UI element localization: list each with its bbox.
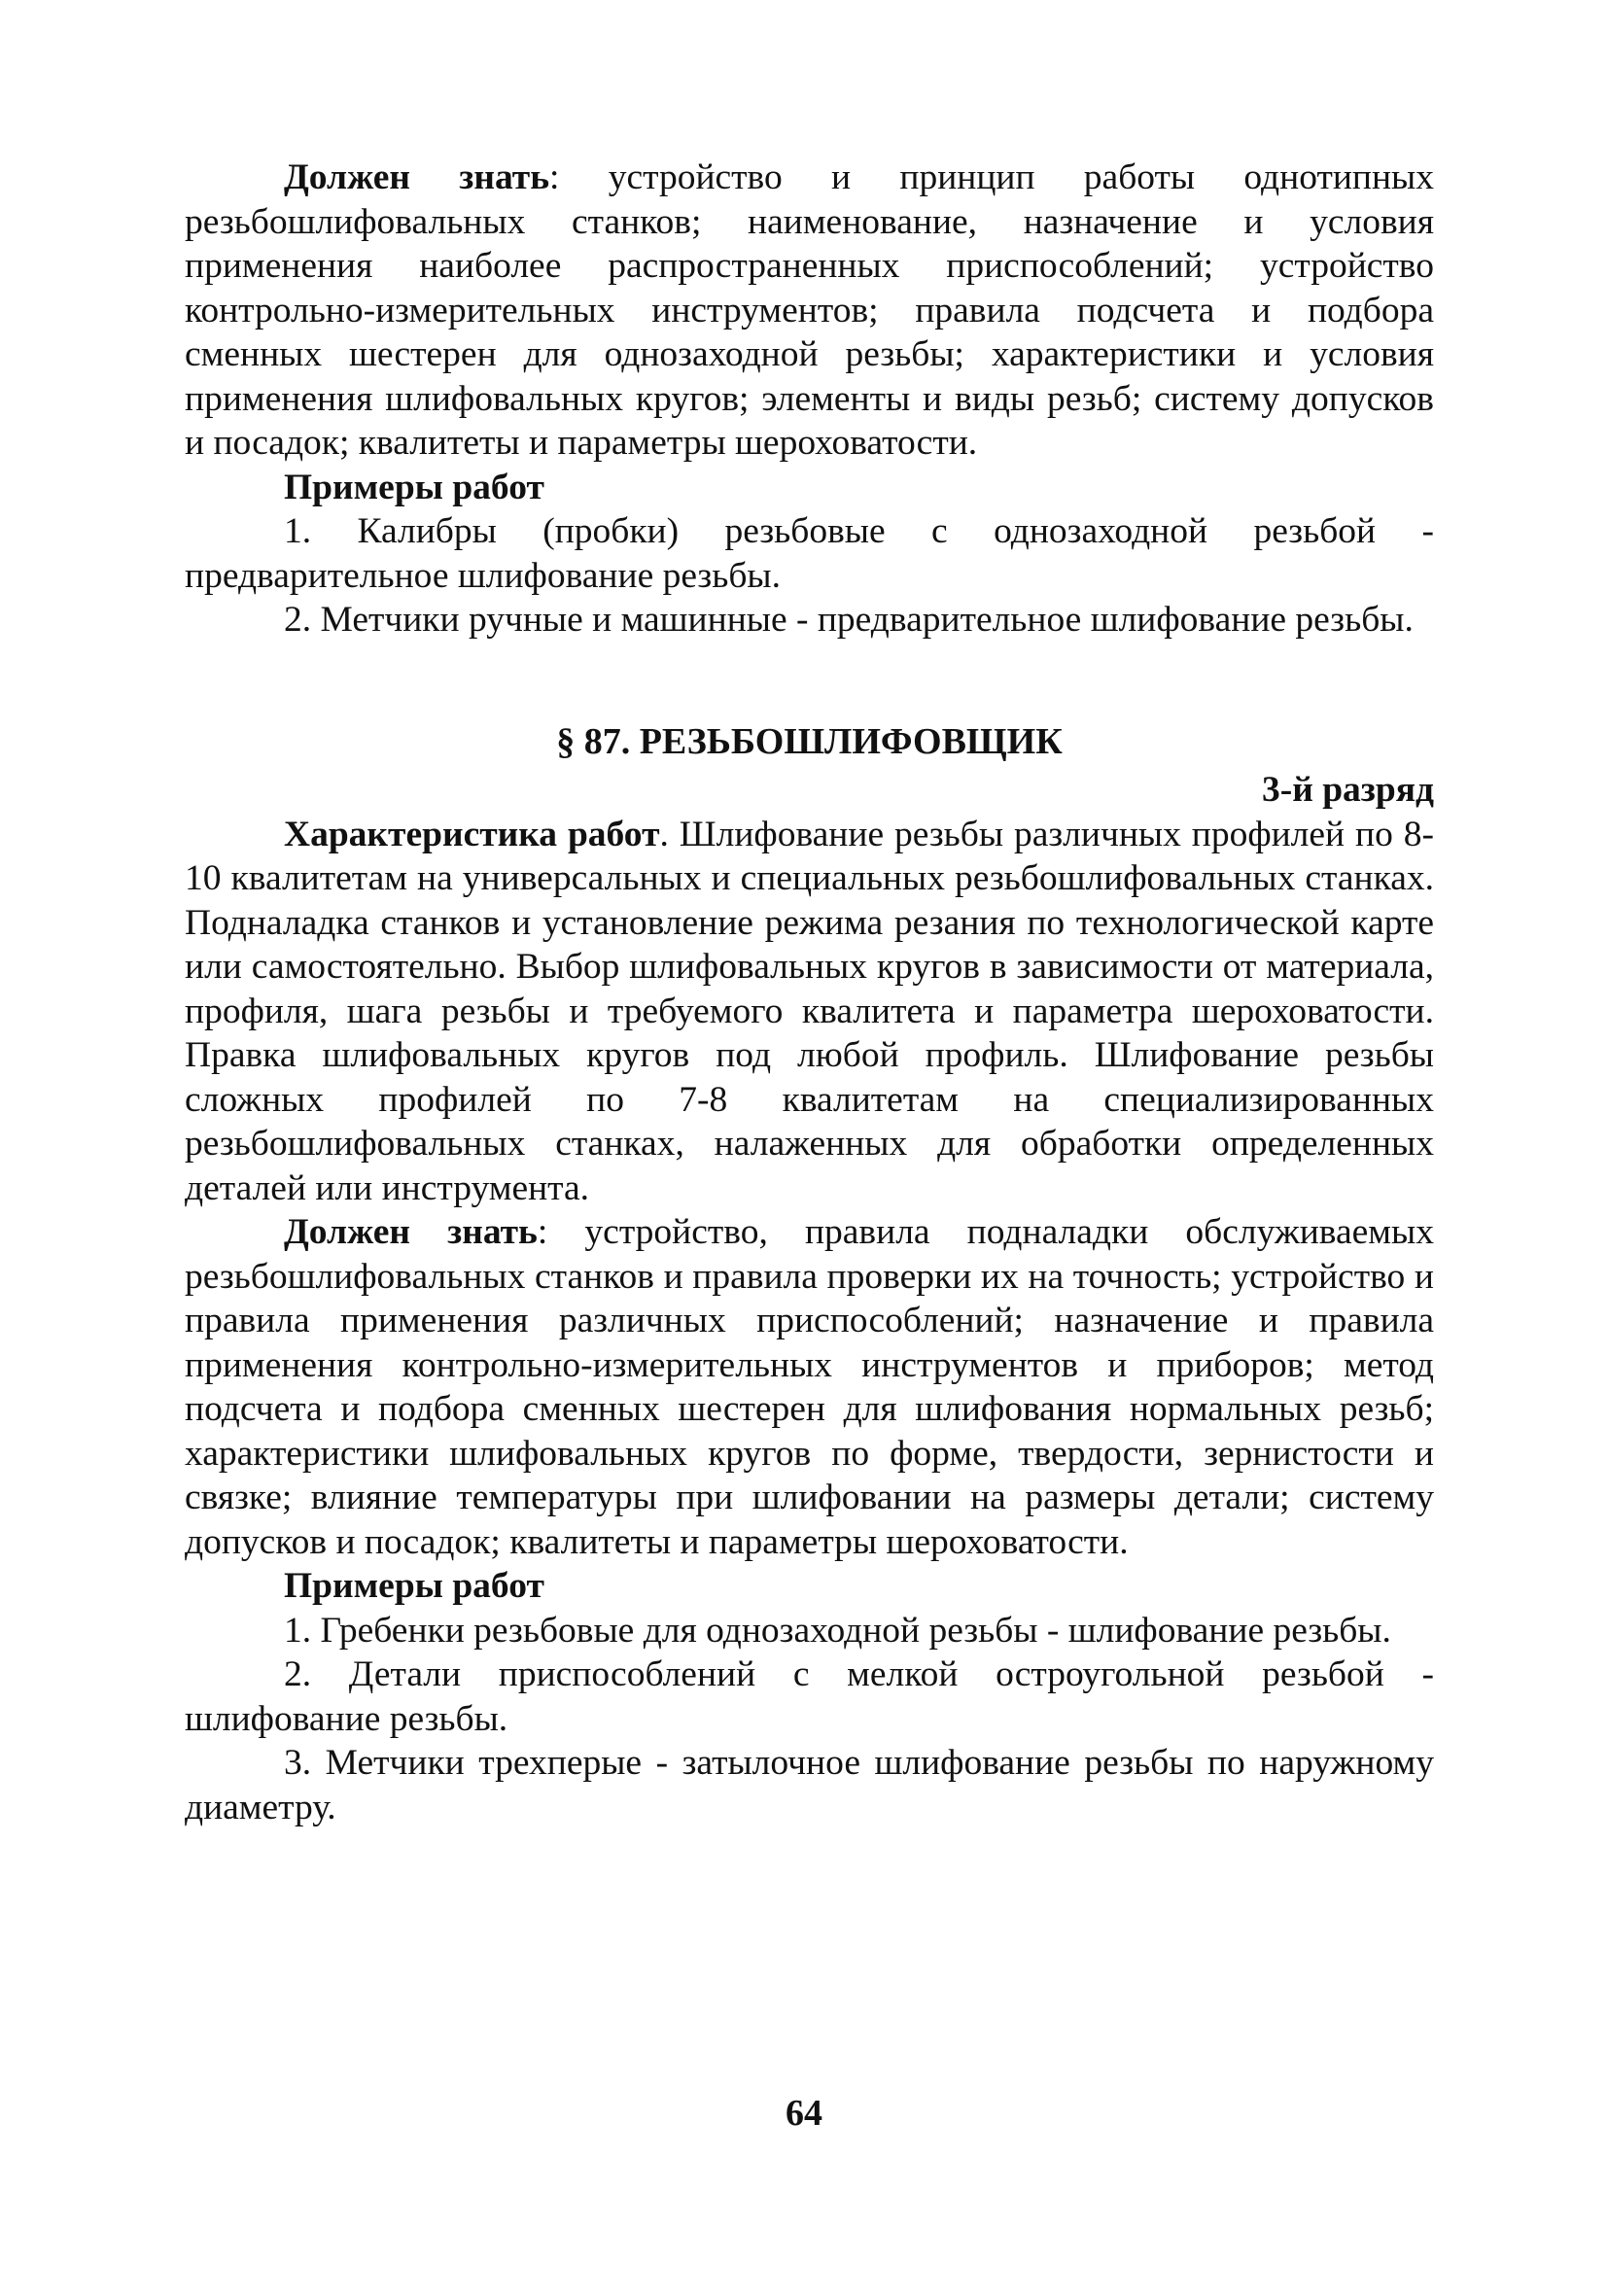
section-know-label: Должен знать <box>284 1212 538 1252</box>
page-body <box>185 156 1434 1829</box>
section-title: § 87. РЕЗЬБОШЛИФОВЩИК <box>556 720 1063 762</box>
section-characteristics-paragraph <box>185 813 1434 1211</box>
top-example-item: 1. Калибры (пробки) резьбовые с однозаходной резьбой - предварительное шлифование резьбы. <box>185 511 1434 596</box>
top-example-item: 2. Метчики ручные и машинные - предварительное шлифование резьбы. <box>284 600 1414 640</box>
section-example-item: 1. Гребенки резьбовые для однозаходной резьбы - шлифование резьбы. <box>284 1610 1391 1651</box>
section-examples-heading: Примеры работ <box>284 1566 544 1606</box>
top-know-paragraph <box>185 156 1434 466</box>
section-know-text: : устройство, правила подналадки обслуживаемых резьбошлифовальных станков и правила проверки их на точность; устройство и правила применения различных приспособлений; назначение и правила применения контрольно-измерительных инструментов и приборов; метод подсчета и подбора сменных шестерен для шлифования нормальных резьб; характеристики шлифовальных кругов по форме, твердости, зернистости и связке; влияние температуры при шлифовании на размеры детали; систему допусков и посадок; квалитеты и параметры шероховатости. <box>185 1212 1434 1562</box>
page-number: 64 <box>786 2093 822 2134</box>
section-know-paragraph <box>185 1210 1434 1564</box>
section-grade: 3-й разряд <box>1261 770 1434 810</box>
top-examples-heading: Примеры работ <box>284 467 544 507</box>
section-example-item: 3. Метчики трехперые - затылочное шлифование резьбы по наружному диаметру. <box>185 1743 1434 1827</box>
section-characteristics-text: . Шлифование резьбы различных профилей по 8-10 квалитетам на универсальных и специальных резьбошлифовальных станках. Подналадка станков и установление режима резания по технологической карте или самостоятельно. Выбор шлифовальных кругов в зависимости от материала, профиля, шага резьбы и требуемого квалитета и параметра шероховатости. Правка шлифовальных кругов под любой профиль. Шлифование резьбы сложных профилей по 7-8 квалитетам на специализированных резьбошлифовальных станках, налаженных для обработки определенных деталей или инструмента. <box>185 814 1434 1208</box>
section-example-item: 2. Детали приспособлений с мелкой остроугольной резьбой - шлифование резьбы. <box>185 1654 1434 1739</box>
section-characteristics-label: Характеристика работ <box>284 814 660 854</box>
top-know-text: : устройство и принцип работы однотипных резьбошлифовальных станков; наименование, назначение и условия применения наиболее распространенных приспособлений; устройство контрольно-измерительных инструментов; правила подсчета и подбора сменных шестерен для однозаходной резьбы; характеристики и условия применения шлифовальных кругов; элементы и виды резьб; систему допусков и посадок; квалитеты и параметры шероховатости. <box>185 157 1434 463</box>
top-know-label: Должен знать <box>284 157 550 197</box>
